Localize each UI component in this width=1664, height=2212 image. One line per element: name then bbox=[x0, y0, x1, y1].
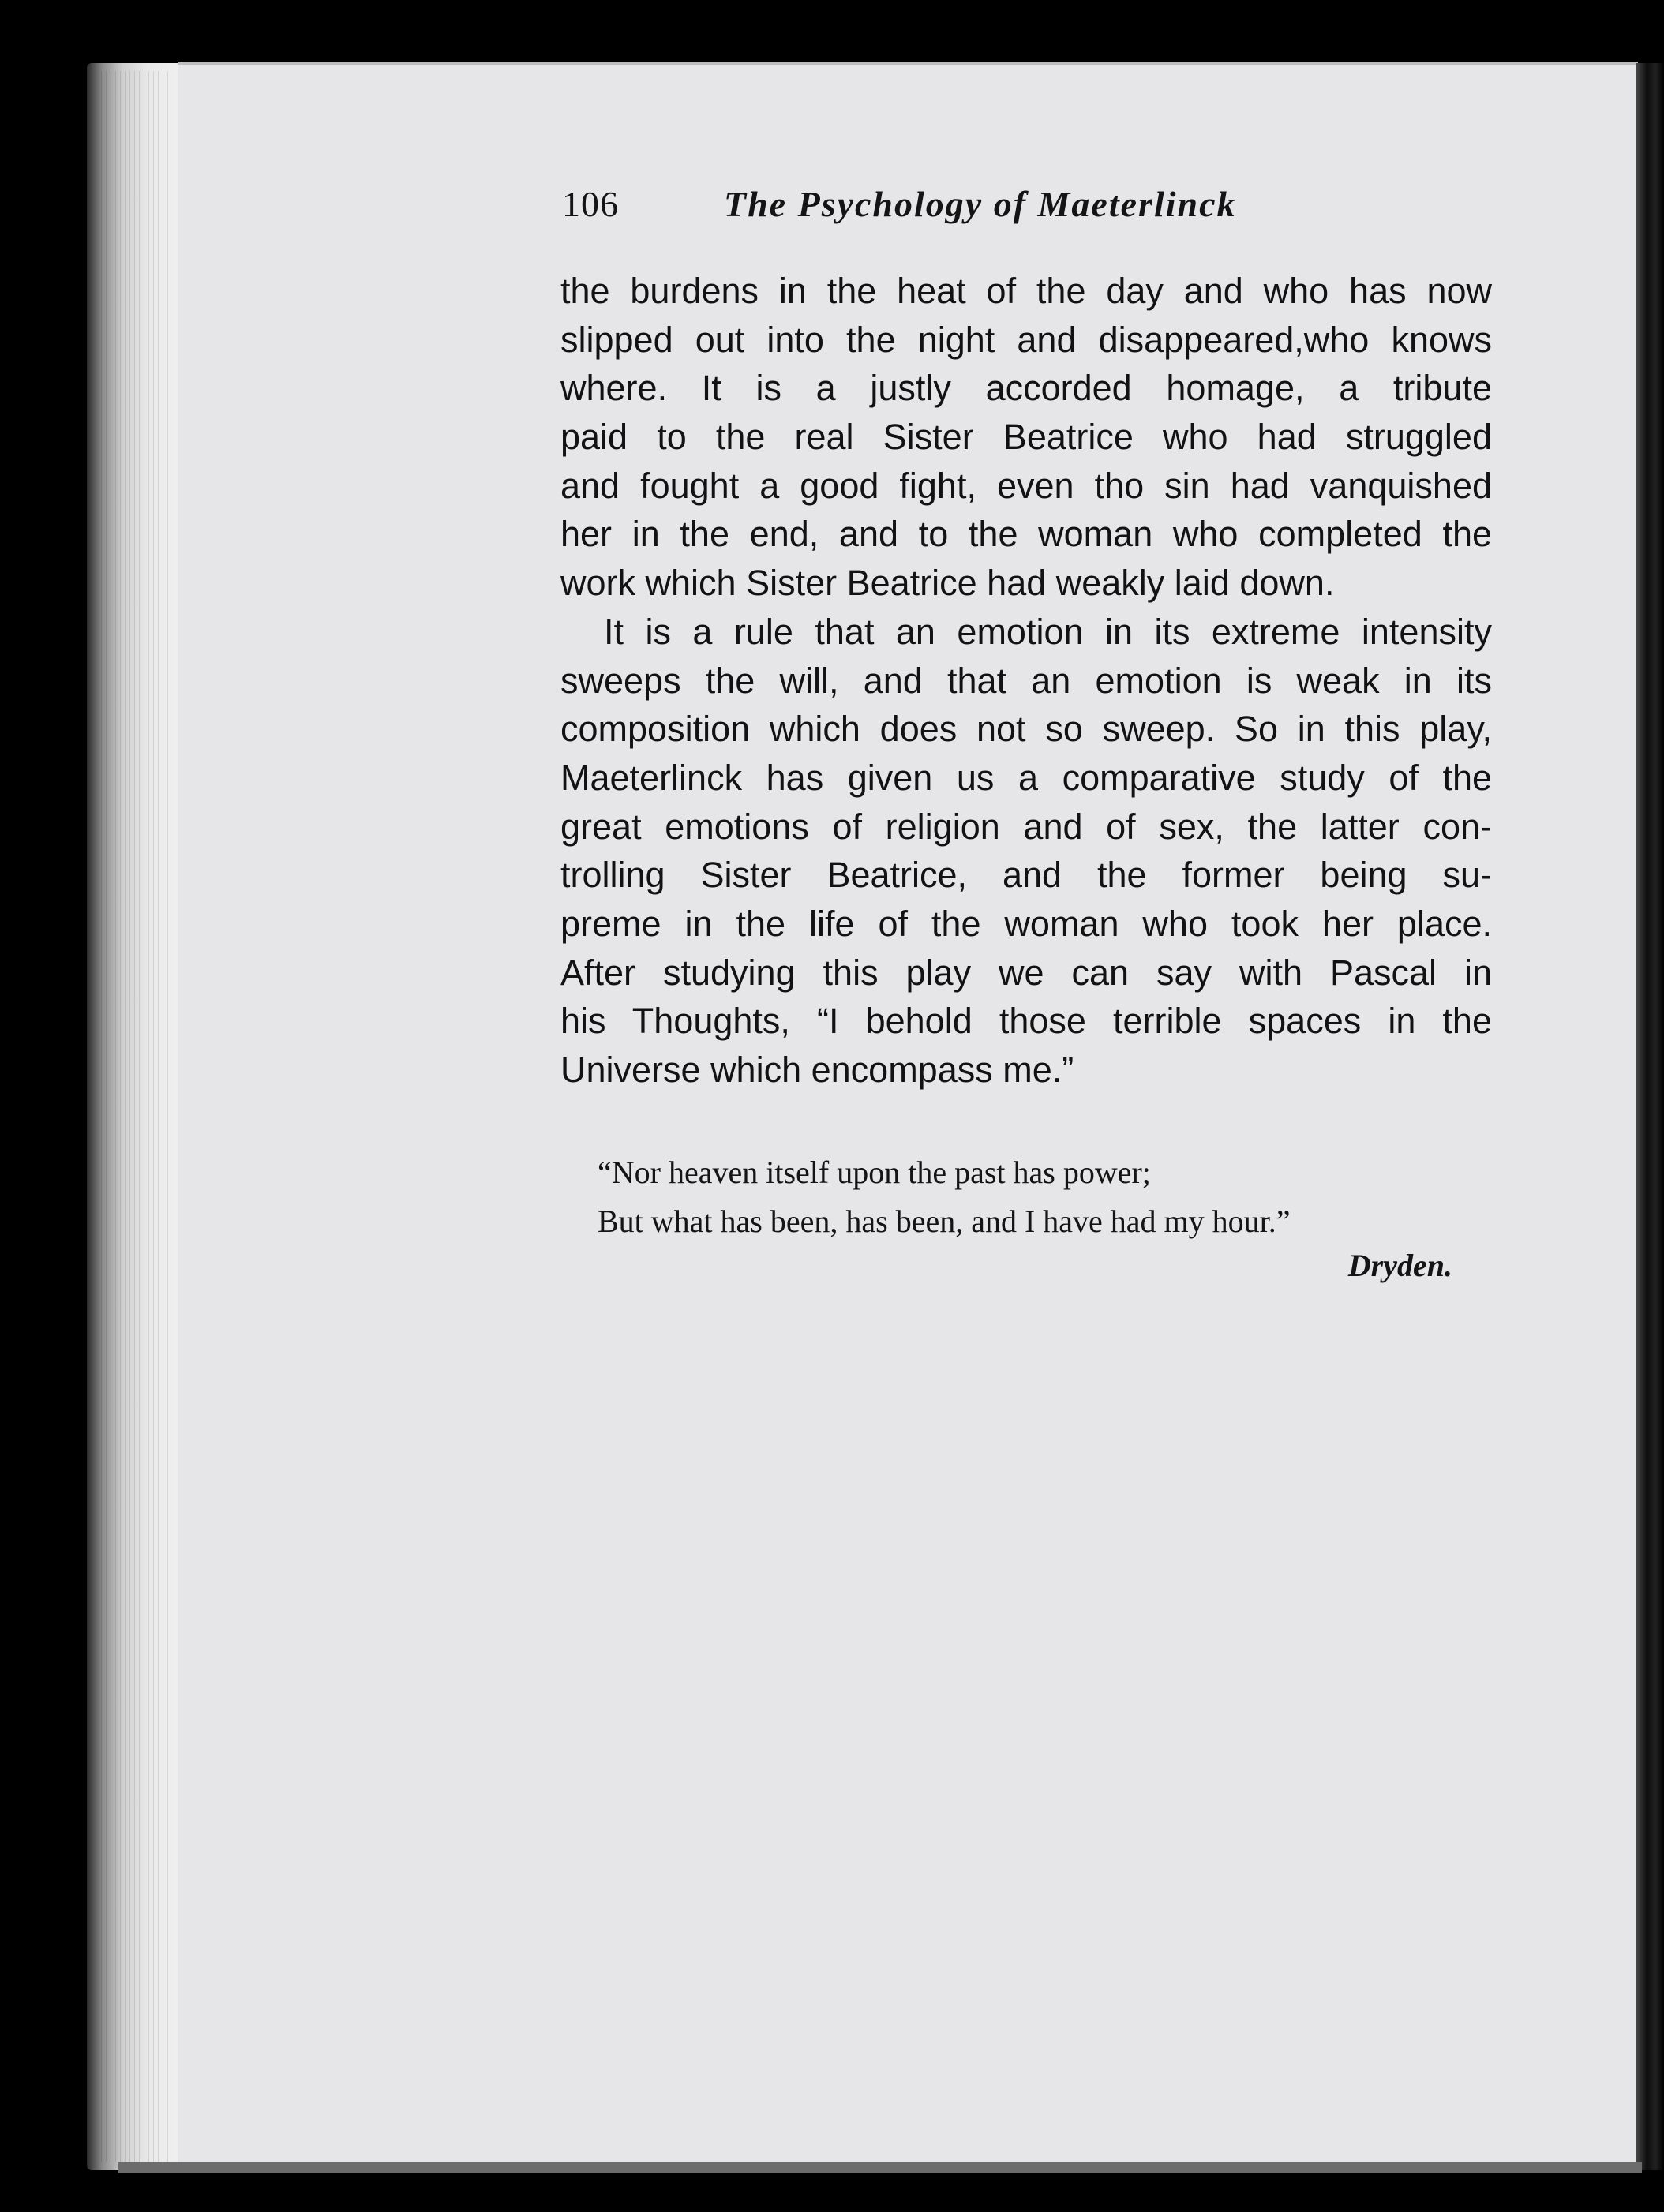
text-line: the burdens in the heat of the day and who has now bbox=[560, 271, 1492, 311]
text-line: his Thoughts, “I behold those terrible spaces in the bbox=[560, 1001, 1492, 1042]
quotation-attribution: Dryden. bbox=[1347, 1248, 1452, 1283]
text-line: sweeps the will, and that an emotion is weak in its bbox=[560, 660, 1492, 701]
facing-page-edge bbox=[1636, 63, 1664, 2170]
text-line: and fought a good fight, even tho sin had vanquished bbox=[560, 465, 1492, 506]
text-line: where. It is a justly accorded homage, a tribute bbox=[560, 368, 1492, 409]
text-line: composition which does not so sweep. So in this play, bbox=[560, 709, 1492, 750]
text-line: slipped out into the night and disappeared,who knows bbox=[560, 319, 1492, 360]
text-line: trolling Sister Beatrice, and the former being su- bbox=[560, 855, 1492, 896]
book-page-edges bbox=[87, 63, 189, 2170]
text-line: After studying this play we can say with Pascal in bbox=[560, 952, 1492, 993]
body-text bbox=[560, 267, 1492, 1095]
text-line: preme in the life of the woman who took her place. bbox=[560, 903, 1492, 944]
text-line: It is a rule that an emotion in its extreme intensity bbox=[604, 611, 1492, 652]
page-bottom-edge bbox=[118, 2162, 1642, 2173]
page-number: 106 bbox=[562, 184, 619, 224]
verse-line: But what has been, has been, and I have had my hour.” bbox=[598, 1203, 1291, 1239]
text-line: Maeterlinck has given us a comparative study of the bbox=[560, 757, 1492, 798]
text-line: Universe which encompass me.” bbox=[560, 1050, 1074, 1090]
running-title: The Psychology of Maeterlinck bbox=[724, 184, 1237, 224]
text-line: work which Sister Beatrice had weakly laid down. bbox=[560, 563, 1335, 604]
verse-line: “Nor heaven itself upon the past has power; bbox=[598, 1155, 1151, 1190]
text-line: great emotions of religion and of sex, the latter con- bbox=[560, 806, 1492, 847]
verse-quotation bbox=[598, 1148, 1450, 1246]
text-line: paid to the real Sister Beatrice who had struggled bbox=[560, 417, 1492, 458]
text-line: her in the end, and to the woman who completed the bbox=[560, 514, 1492, 555]
running-header bbox=[562, 183, 1351, 238]
